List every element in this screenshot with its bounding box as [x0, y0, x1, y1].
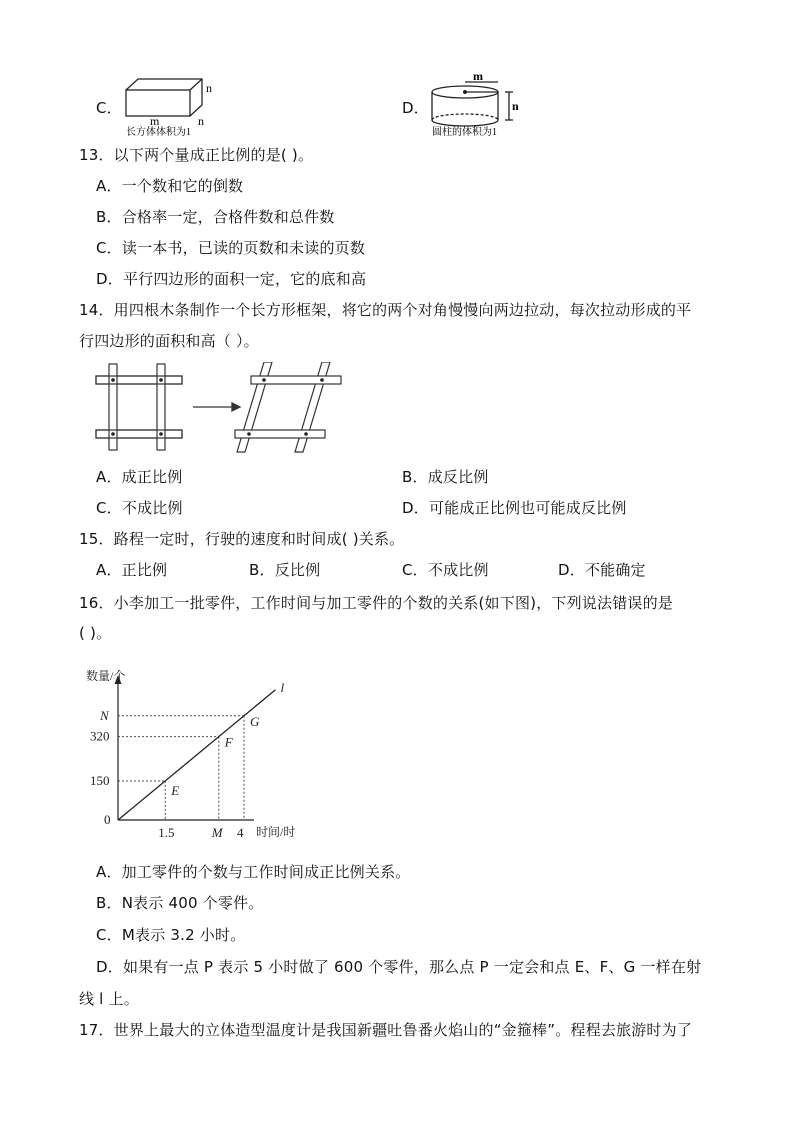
y-tick-N: N [100, 707, 109, 723]
y-axis-label: 数量/个 [86, 669, 126, 683]
origin-label: 0 [104, 812, 111, 827]
ray-label: l [280, 679, 285, 695]
x-tick-M: M [211, 825, 223, 840]
frame-deformation-figure [92, 362, 347, 457]
q13-option-b: B．合格率一定，合格件数和总件数 [96, 208, 335, 226]
q16-option-a: A．加工零件的个数与工作时间成正比例关系。 [96, 863, 411, 881]
q15-option-c: C．不成比例 [402, 561, 489, 579]
q16-stem-line1: 16．小李加工一批零件，工作时间与加工零件的个数的关系(如下图)，下列说法错误的是 [79, 594, 673, 612]
point-E: E [171, 782, 180, 798]
q14-stem-line1: 14．用四根木条制作一个长方形框架，将它的两个对角慢慢向两边拉动，每次拉动形成的平 [79, 301, 692, 319]
option-d-letter: D． [402, 99, 429, 117]
y-tick-150: 150 [90, 772, 110, 788]
q16-option-d: D．如果有一点 P 表示 5 小时做了 600 个零件，那么点 P 一定会和点 E、F、G 一样在射 [96, 958, 702, 976]
x-axis-label: 时间/时 [256, 825, 296, 839]
work-time-chart [80, 662, 300, 847]
q16-stem-line2: ( )。 [79, 624, 112, 642]
cuboid-n-label: n [206, 81, 212, 95]
q13-option-d: D．平行四边形的面积一定，它的底和高 [96, 270, 367, 288]
q14-stem-line2: 行四边形的面积和高（ ）。 [79, 332, 259, 350]
x-tick-1.5: 1.5 [158, 825, 175, 840]
q14-option-c: C．不成比例 [96, 499, 183, 517]
q16-option-c: C．M表示 3.2 小时。 [96, 926, 246, 944]
q14-option-d: D．可能成正比例也可能成反比例 [402, 499, 627, 517]
q13-option-a: A．一个数和它的倒数 [96, 177, 244, 195]
option-c-letter: C． [96, 99, 122, 117]
q16-option-b: B．N表示 400 个零件。 [96, 894, 264, 912]
q14-option-b: B．成反比例 [402, 468, 489, 486]
cuboid-figure [118, 76, 228, 138]
cylinder-caption: 圆柱的体积为1 [432, 127, 497, 138]
cuboid-caption: 长方体体积为1 [126, 127, 191, 138]
q15-option-d: D．不能确定 [558, 561, 646, 579]
cylinder-m-label: m [473, 70, 483, 83]
y-tick-320: 320 [90, 728, 110, 744]
point-F: F [224, 734, 233, 750]
point-G: G [250, 713, 260, 729]
q13-option-c: C．读一本书，已读的页数和未读的页数 [96, 239, 366, 257]
cuboid-m-label: m [150, 114, 160, 128]
x-tick-4: 4 [237, 825, 244, 840]
q15-stem: 15．路程一定时，行驶的速度和时间成( )关系。 [79, 530, 405, 548]
ray-l [118, 690, 276, 820]
cuboid-n2-label: n [198, 114, 204, 128]
q13-stem: 13．以下两个量成正比例的是( )。 [79, 146, 314, 164]
q17-stem: 17．世界上最大的立体造型温度计是我国新疆吐鲁番火焰山的“金箍棒”。程程去旅游时为了 [79, 1021, 693, 1039]
cylinder-figure [425, 70, 535, 138]
q15-option-b: B．反比例 [249, 561, 321, 579]
q14-option-a: A．成正比例 [96, 468, 183, 486]
cylinder-n-label: n [512, 99, 519, 113]
q15-option-a: A．正比例 [96, 561, 168, 579]
q16-option-d-line2: 线 l 上。 [79, 990, 139, 1008]
